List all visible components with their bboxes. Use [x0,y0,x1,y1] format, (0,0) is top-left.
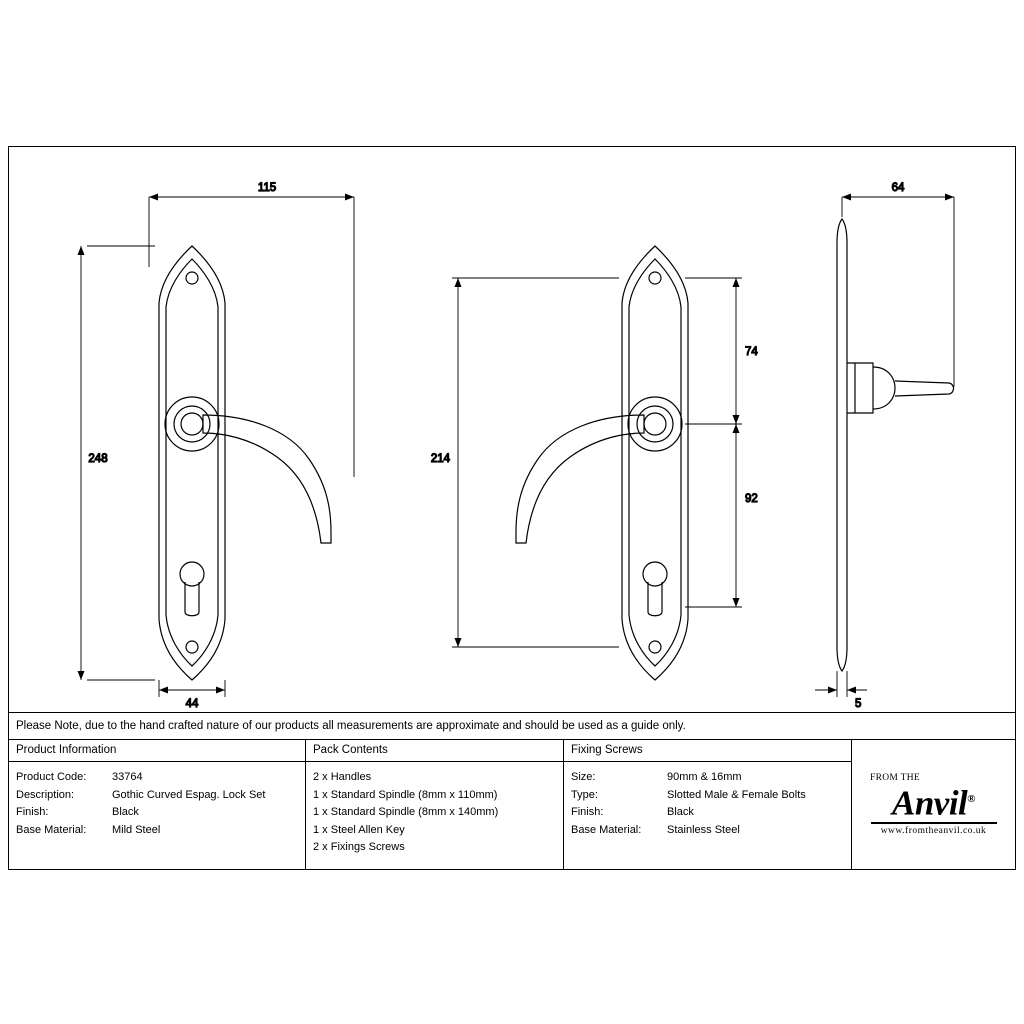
base-material-value: Mild Steel [112,823,161,836]
brand-logo-column [852,740,1015,869]
rear-plate-dimensions [452,278,742,647]
measurement-note: Please Note, due to the hand crafted nature of our products all measurements are approximate and should be used as a guide only. [9,712,1015,740]
logo-url-text: www.fromtheanvil.co.uk [880,826,987,837]
screw-type-label: Type: [571,788,598,801]
side-view-dimensions [815,194,954,698]
info-table [9,740,1015,869]
base-material-label: Base Material: [16,823,87,836]
finish-label: Finish: [16,806,49,818]
technical-drawing-sheet [8,146,1016,870]
product-information-body [9,762,305,839]
front-plate-dimensions [78,194,355,698]
list-item: 2 x Fixings Screws [313,841,405,853]
description-value: Gothic Curved Espag. Lock Set [112,788,266,801]
fixing-screws-column [564,740,852,869]
logo-divider [871,822,997,824]
list-item: 1 x Steel Allen Key [313,823,405,836]
screw-base-material-row [571,822,851,840]
screw-finish-value: Black [667,806,694,818]
screw-size-row [571,769,851,787]
screw-finish-row [571,804,851,822]
description-row [16,787,305,805]
description-label: Description: [16,788,75,801]
fixing-screws-header: Fixing Screws [564,740,851,762]
list-item: 2 x Handles [313,771,372,783]
list-item: 1 x Standard Spindle (8mm x 140mm) [313,806,499,818]
dim-front-width-bottom: 44 [185,698,199,710]
pack-contents-column [306,740,564,869]
product-code-row [16,769,305,787]
dim-front-height: 248 [88,453,108,465]
screw-finish-label: Finish: [571,806,604,818]
fixing-screws-body [564,762,851,839]
finish-value: Black [112,806,139,818]
pack-contents-body [306,762,563,857]
dim-rear-height: 214 [430,453,450,465]
rear-plate-outline [516,246,688,680]
pack-contents-header: Pack Contents [306,740,563,762]
anvil-logo [852,740,1015,869]
dim-rear-top-offset: 74 [745,346,758,358]
product-code-label: Product Code: [16,771,87,783]
dim-rear-centre-to-keyhole: 92 [745,493,758,505]
screw-base-material-label: Base Material: [571,823,642,836]
logo-wordmark: Anvil [891,783,968,823]
logo-main-text [892,781,975,822]
screw-size-label: Size: [571,771,596,783]
product-code-value: 33764 [112,771,143,783]
logo-top-text: FROM THE [870,772,920,783]
front-plate-outline [159,246,331,680]
product-information-header: Product Information [9,740,305,762]
finish-row [16,804,305,822]
screw-type-value: Slotted Male & Female Bolts [667,788,806,801]
product-drawing-svg [9,147,1015,712]
drawing-area [9,147,1015,712]
screw-type-row [571,787,851,805]
dim-front-width-top: 115 [257,182,277,194]
screw-size-value: 90mm & 16mm [667,771,742,783]
base-material-row [16,822,305,840]
screw-base-material-value: Stainless Steel [667,823,740,836]
dim-side-depth: 64 [891,182,905,194]
dim-side-thickness: 5 [855,698,862,710]
side-view-outline [837,219,954,671]
logo-registered-mark: ® [967,792,975,805]
list-item: 1 x Standard Spindle (8mm x 110mm) [313,788,498,801]
product-information-column [9,740,306,869]
